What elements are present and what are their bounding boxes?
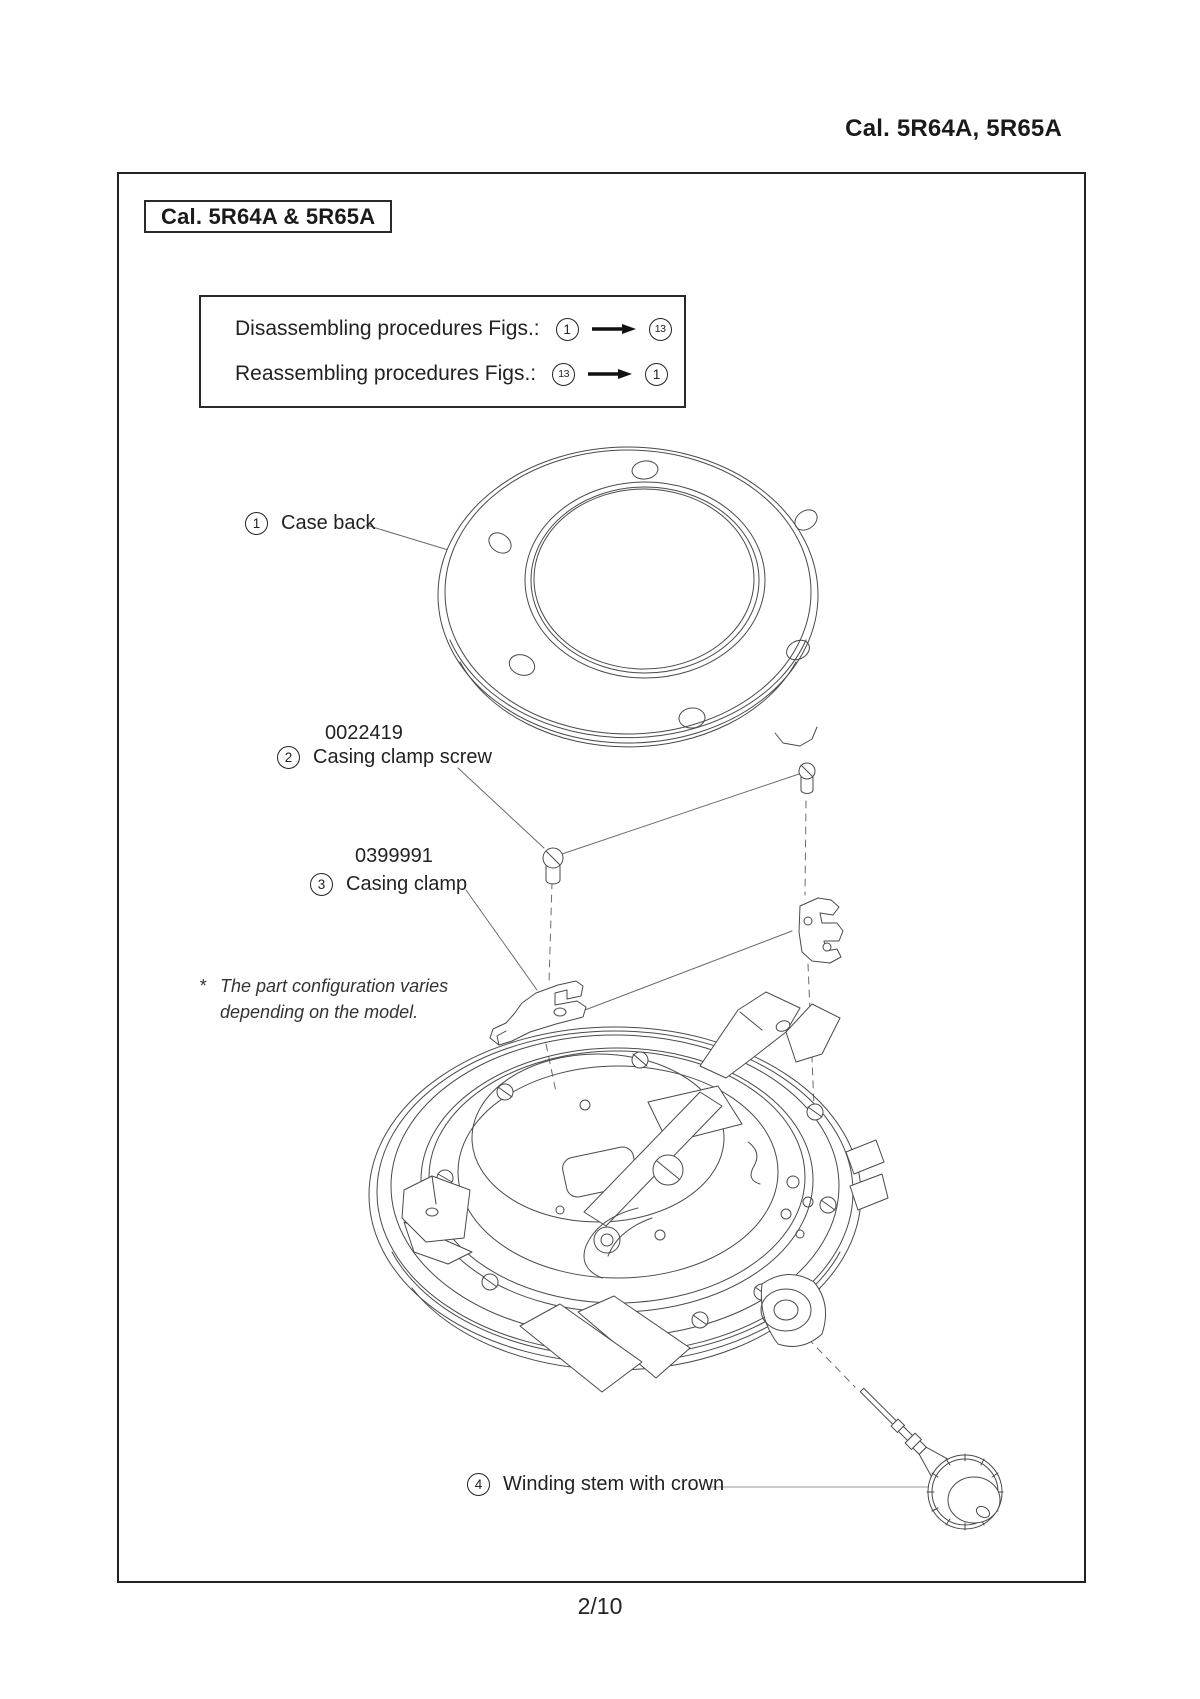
part-name: Winding stem with crown [503,1473,725,1495]
movement-internals [556,1086,813,1278]
disassembling-label: Disassembling procedures Figs.: [235,317,540,340]
part-label-winding-stem [467,1473,724,1496]
caliber-title-text: Cal. 5R64A & 5R65A [161,203,376,229]
part-number-badge: 1 [245,512,268,535]
page-header: Cal. 5R64A, 5R65A [845,115,1062,142]
fig-number-badge: 1 [645,363,668,386]
fig-number-badge: 1 [556,318,579,341]
part-name: Case back [281,512,376,534]
note-text: The part configuration varies depending on the model. [220,976,449,1023]
part-number-badge: 2 [277,746,300,769]
disassembling-row [235,317,684,341]
part-name: Casing clamp [346,873,468,895]
note-asterisk: * [199,976,207,996]
fig-number-badge: 13 [552,363,575,386]
part-number-badge: 4 [467,1473,490,1496]
casing-clamp-screw-left-drawing [543,848,563,884]
part-code-casing-clamp: 0399991 [355,845,433,867]
winding-stem-drawing [854,1382,1003,1530]
part-label-case-back [245,512,376,535]
case-back-drawing [438,447,821,747]
reassembling-label: Reassembling procedures Figs.: [235,362,537,385]
arrow-right-icon [591,323,637,335]
fig-number-badge: 13 [649,318,672,341]
part-name: Casing clamp screw [313,746,492,768]
movement-drawing [369,992,888,1392]
page-number: 2/10 [577,1593,623,1619]
arrow-right-icon [587,368,633,380]
part-label-casing-clamp [310,873,467,896]
part-number-badge: 3 [310,873,333,896]
part-label-casing-clamp-screw [277,746,492,769]
casing-clamp-screw-right-drawing [799,763,815,794]
part-code-casing-clamp-screw: 0022419 [325,722,403,744]
casing-clamp-right-drawing [799,898,843,963]
caliber-title-box [144,200,392,233]
content-frame [117,172,1086,1583]
crown-tube [761,1274,826,1346]
procedures-box [199,295,686,408]
configuration-note [199,973,448,1025]
reassembling-row [235,362,684,386]
